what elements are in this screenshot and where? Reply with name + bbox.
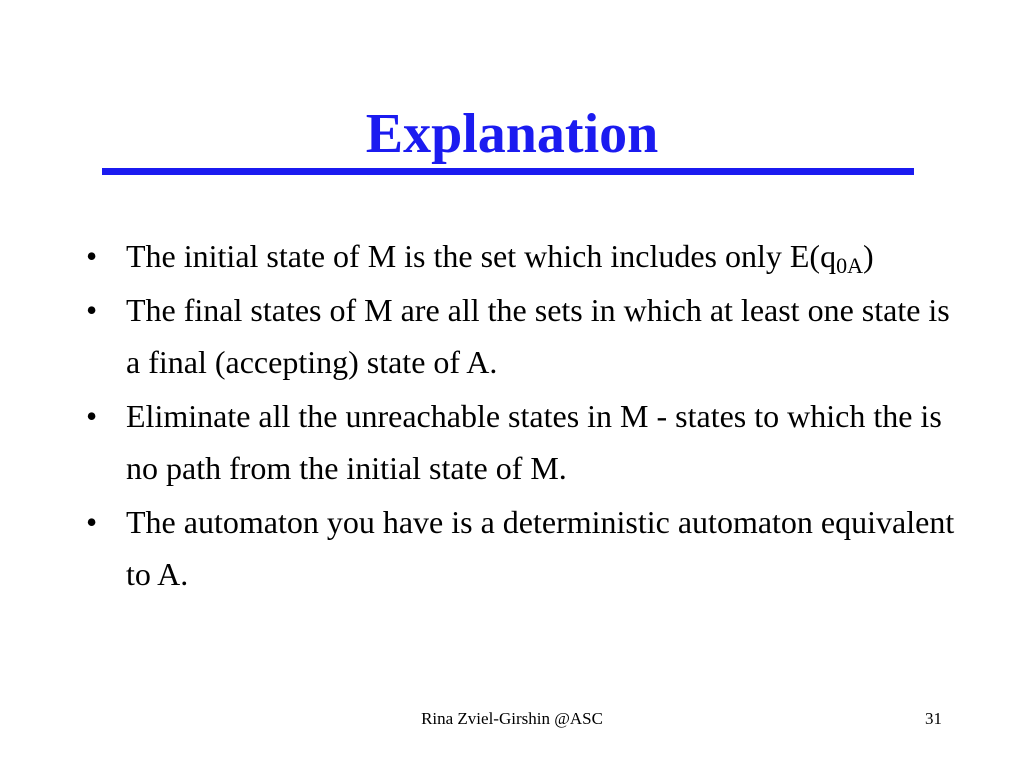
bullet-text: The final states of M are all the sets in which at least one state is a final (accepting) state of A. xyxy=(126,292,950,380)
title-underline xyxy=(102,168,914,175)
bullet-item xyxy=(86,390,966,494)
bullet-text: Eliminate all the unreachable states in M - states to which the is no path from the initial state of M. xyxy=(126,398,942,486)
bullet-icon: • xyxy=(86,292,98,328)
slide-title: Explanation xyxy=(365,103,659,165)
bullet-text: The automaton you have is a deterministic automaton equivalent to A. xyxy=(126,504,955,592)
bullet-text-part: ) xyxy=(862,238,874,274)
bullet-icon: • xyxy=(86,398,98,434)
bullet-item xyxy=(86,496,966,600)
bullet-text-part: The initial state of M is the set which includes only E(q xyxy=(126,238,837,274)
page-number: 31 xyxy=(925,709,942,728)
subscript: 0A xyxy=(836,253,863,278)
bullet-item xyxy=(86,284,966,388)
bullet-item xyxy=(86,230,966,282)
footer-author: Rina Zviel-Girshin @ASC xyxy=(421,709,603,728)
bullet-icon: • xyxy=(86,504,98,540)
bullet-icon: • xyxy=(86,238,98,274)
bullet-text xyxy=(126,238,874,278)
bullet-list xyxy=(86,230,966,602)
